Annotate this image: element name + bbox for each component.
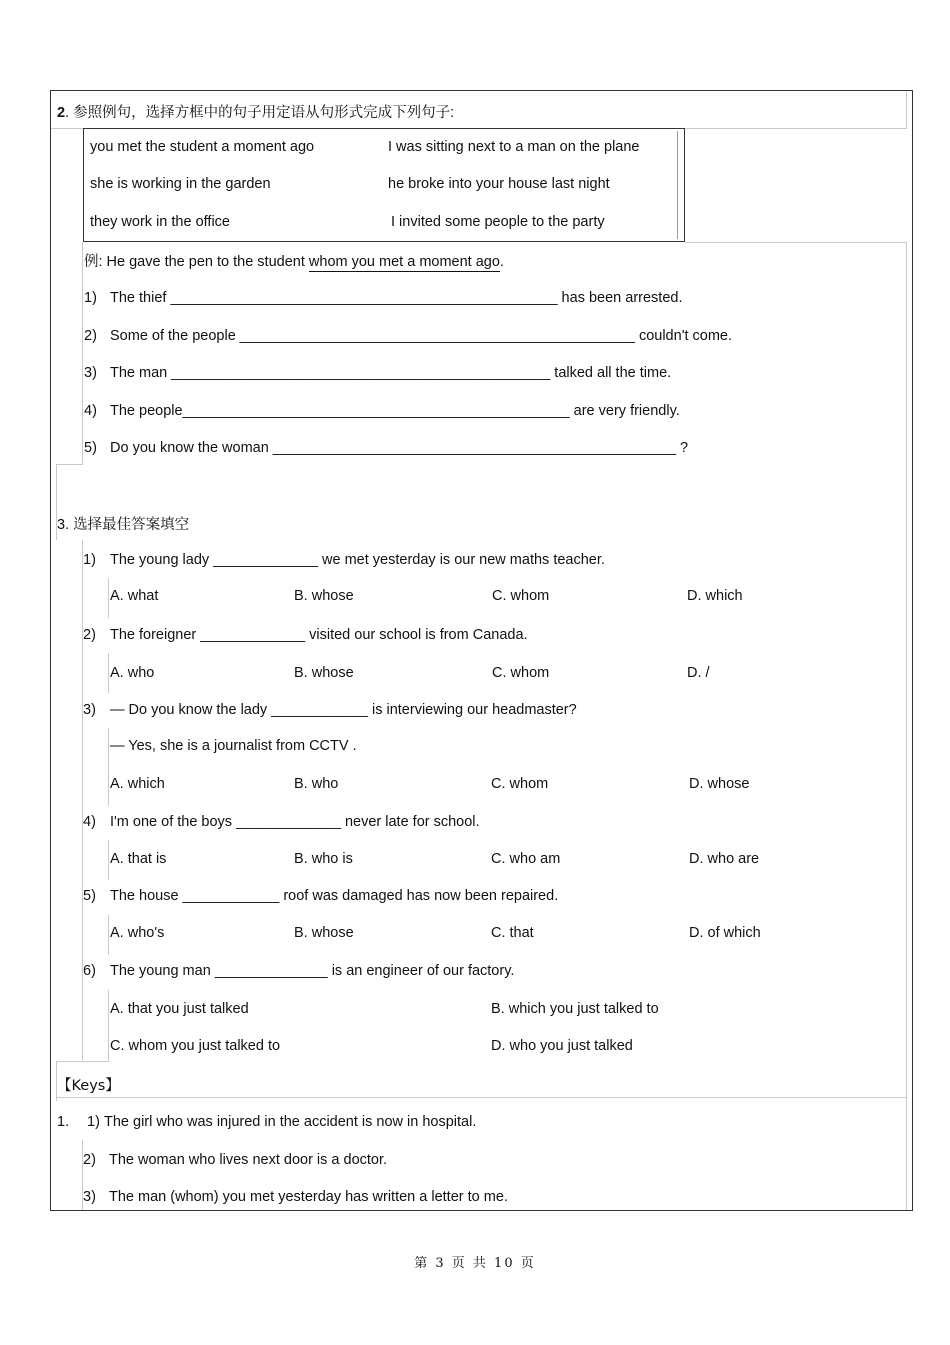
rule <box>906 242 907 1097</box>
question-number: 6) <box>83 963 96 979</box>
key-number: 1) <box>87 1114 100 1130</box>
rule <box>82 540 83 1060</box>
rule <box>685 242 907 243</box>
rule <box>56 464 83 465</box>
question-text: The young man ______________ is an engineer of our factory. <box>110 963 515 979</box>
box-phrase: he broke into your house last night <box>388 176 610 192</box>
option: C. that <box>491 925 534 941</box>
option: B. whose <box>294 665 354 681</box>
question-text: The foreigner _____________ visited our school is from Canada. <box>110 627 528 643</box>
rule <box>108 653 109 693</box>
exercise-number: 1) <box>84 290 97 306</box>
option: B. whose <box>294 588 354 604</box>
rule <box>108 990 109 1062</box>
box-phrase: you met the student a moment ago <box>90 139 315 155</box>
option: C. whom <box>492 665 550 681</box>
section2-title: . 参照例句，选择方框中的句子用定语从句形式完成下列句子: <box>65 105 455 121</box>
option: A. that you just talked <box>110 1001 249 1017</box>
question-number: 2) <box>83 627 96 643</box>
option: D. whose <box>689 776 750 792</box>
option: C. whom <box>491 776 549 792</box>
option: B. whose <box>294 925 354 941</box>
exercise-number: 3) <box>84 365 97 381</box>
key-number: 3) <box>83 1189 96 1205</box>
rule <box>56 1061 109 1062</box>
exercise-number: 2) <box>84 328 97 344</box>
rule <box>906 1097 907 1210</box>
rule <box>108 915 109 955</box>
question-text: The house ____________ roof was damaged has now been repaired. <box>110 888 559 904</box>
question-number: 1) <box>83 552 96 568</box>
keys-title: 【Keys】 <box>57 1078 120 1094</box>
exercise-text: Some of the people _________________________________________________ couldn't come. <box>110 328 732 344</box>
box-phrase: I was sitting next to a man on the plane <box>388 139 640 155</box>
option: D. of which <box>689 925 761 941</box>
question-number: 3) <box>83 702 96 718</box>
section2-number: 2 <box>57 105 66 121</box>
option: D. which <box>687 588 743 604</box>
exercise-text: The thief ________________________________________________ has been arrested. <box>110 290 683 306</box>
section3-title: 3. 选择最佳答案填空 <box>57 517 190 533</box>
option: D. / <box>687 665 710 681</box>
example-end: . <box>499 254 504 270</box>
question-text: — Do you know the lady ____________ is interviewing our headmaster? <box>110 702 577 718</box>
option: A. which <box>110 776 165 792</box>
option: C. who am <box>491 851 561 867</box>
key-number: 2) <box>83 1152 96 1168</box>
example-sentence <box>84 250 504 271</box>
key-text: The man (whom) you met yesterday has written a letter to me. <box>109 1189 508 1205</box>
rule <box>108 578 109 618</box>
question-number: 5) <box>83 888 96 904</box>
question-text: The young lady _____________ we met yesterday is our new maths teacher. <box>110 552 605 568</box>
exercise-number: 5) <box>84 440 97 456</box>
key-text: The girl who was injured in the accident is now in hospital. <box>104 1114 477 1130</box>
box-phrase: she is working in the garden <box>90 176 271 192</box>
box-phrase: they work in the office <box>90 214 230 230</box>
rule <box>906 92 907 129</box>
option: A. who <box>110 665 155 681</box>
option: B. who is <box>294 851 353 867</box>
box-phrase: I invited some people to the party <box>391 214 605 230</box>
option: A. that is <box>110 851 167 867</box>
question-number: 4) <box>83 814 96 830</box>
option: C. whom you just talked to <box>110 1038 281 1054</box>
rule <box>108 728 109 806</box>
exercise-text: The people________________________________________________ are very friendly. <box>110 403 680 419</box>
section2-heading <box>57 101 454 122</box>
exercise-text: The man _______________________________________________ talked all the time. <box>110 365 672 381</box>
rule <box>56 1097 907 1098</box>
page-footer: 第 3 页 共 10 页 <box>414 1256 536 1271</box>
rule <box>108 840 109 880</box>
option: B. which you just talked to <box>491 1001 659 1017</box>
keys-lead-number: 1. <box>57 1114 70 1130</box>
example-answer: whom you met a moment ago <box>308 254 500 270</box>
example-prefix: 例: He gave the pen to the student <box>84 254 309 270</box>
option: D. who are <box>689 851 760 867</box>
phrase-box-inner-rule <box>677 131 678 239</box>
option: D. who you just talked <box>491 1038 633 1054</box>
key-text: The woman who lives next door is a doctor. <box>109 1152 388 1168</box>
option: C. whom <box>492 588 550 604</box>
option: A. who's <box>110 925 165 941</box>
option: A. what <box>110 588 159 604</box>
question-text: I'm one of the boys _____________ never late for school. <box>110 814 480 830</box>
question-text-reply: — Yes, she is a journalist from CCTV . <box>110 738 357 754</box>
rule <box>82 242 83 464</box>
exercise-number: 4) <box>84 403 97 419</box>
exercise-text: Do you know the woman __________________________________________________ ? <box>110 440 689 456</box>
option: B. who <box>294 776 339 792</box>
